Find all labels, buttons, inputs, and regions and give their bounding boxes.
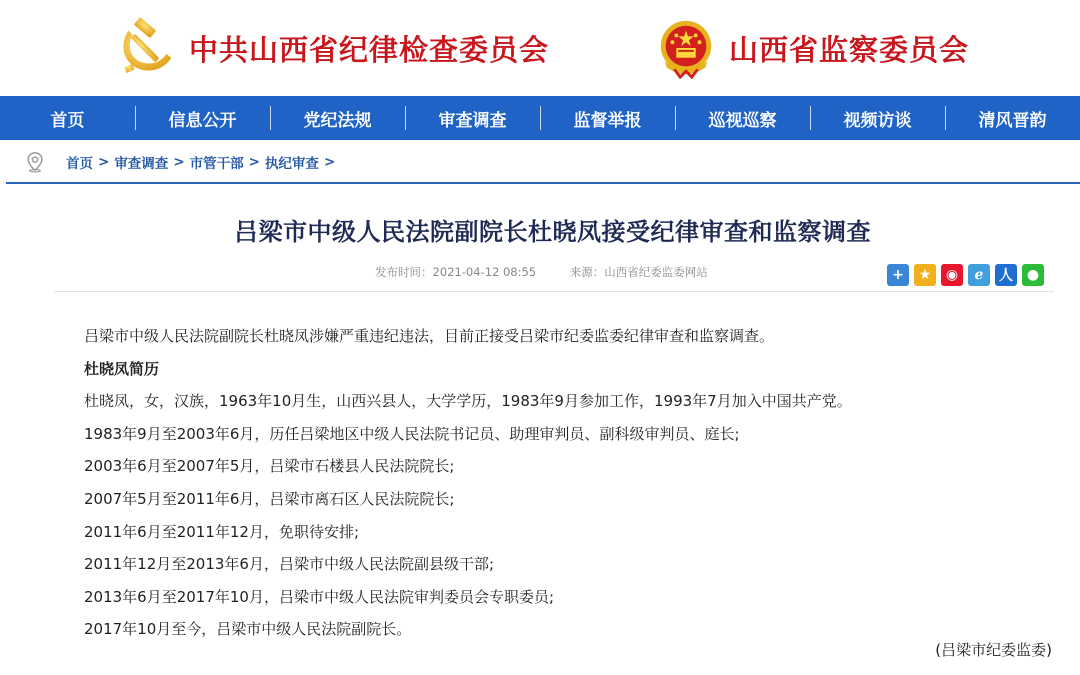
national-emblem-icon <box>655 17 717 79</box>
org1-title: 中共山西省纪律检查委员会 <box>189 32 550 67</box>
article-body <box>84 320 1064 646</box>
resume-item: 2013年6月至2017年10月，吕梁市中级人民法院审判委员会专职委员; <box>84 587 555 606</box>
nav-home[interactable]: 首页 <box>50 110 85 131</box>
renren-icon[interactable]: 人 <box>995 264 1017 286</box>
crumb-separator: > <box>323 154 336 170</box>
article-signature: (吕梁市纪委监委) <box>935 641 1052 659</box>
nav-inspection[interactable]: 巡视巡察 <box>675 96 810 140</box>
crumb-separator: > <box>98 154 110 170</box>
breadcrumb <box>24 148 340 176</box>
article-title: 吕梁市中级人民法院副院长杜晓凤接受纪律审查和监察调查 <box>234 218 871 246</box>
hammer-sickle-icon <box>115 17 177 79</box>
resume-item: 2011年6月至2011年12月，免职待安排; <box>84 522 360 541</box>
article-paragraph: 吕梁市中级人民法院副院长杜晓凤涉嫌严重违纪违法，目前正接受吕梁市纪委监委纪律审查和监察调查。 <box>84 327 775 345</box>
resume-item: 2017年10月至今，吕梁市中级人民法院副院长。 <box>84 620 412 639</box>
publish-time: 发布时间：2021-04-12 08:55 <box>375 265 537 279</box>
breadcrumb-divider <box>6 182 1080 184</box>
resume-heading: 杜晓凤简历 <box>84 359 160 378</box>
share-toolbar <box>887 264 1044 286</box>
org2-title: 山西省监察委员会 <box>729 32 970 67</box>
nav-review-investigation[interactable]: 审查调查 <box>405 96 540 140</box>
qzone-icon[interactable]: ★ <box>914 264 936 286</box>
party-commission-brand[interactable] <box>115 12 549 84</box>
article-meta <box>375 264 738 280</box>
resume-item: 2007年5月至2011年6月，吕梁市离石区人民法院院长; <box>84 489 455 508</box>
crumb-discipline-review[interactable]: 执纪审查 <box>264 156 319 172</box>
meta-divider <box>54 291 1054 292</box>
resume-item: 2011年12月至2013年6月，吕梁市中级人民法院副县级干部; <box>84 555 495 574</box>
nav-party-regulations[interactable]: 党纪法规 <box>270 96 405 140</box>
nav-supervision-report[interactable]: 监督举报 <box>540 96 675 140</box>
wechat-icon[interactable]: ● <box>1022 264 1044 286</box>
weibo-icon[interactable]: ◉ <box>941 264 963 286</box>
article-paragraph: 杜晓凤，女，汉族，1963年10月生，山西兴县人，大学学历，1983年9月参加工作，1993年7月加入中国共产党。 <box>84 392 852 411</box>
add-share-icon[interactable]: + <box>887 264 909 286</box>
crumb-separator: > <box>173 154 185 170</box>
supervision-commission-brand[interactable] <box>655 12 969 84</box>
nav-video-interview[interactable]: 视频访谈 <box>810 96 945 140</box>
crumb-review-investigation[interactable]: 审查调查 <box>114 156 169 172</box>
location-pin-icon <box>24 151 46 173</box>
crumb-city-cadres[interactable]: 市管干部 <box>189 156 244 172</box>
crumb-separator: > <box>248 154 260 170</box>
crumb-home[interactable]: 首页 <box>66 156 93 172</box>
nav-qingfeng[interactable]: 清风晋韵 <box>945 96 1080 140</box>
article-source: 来源：山西省纪委监委网站 <box>569 265 708 279</box>
resume-item: 1983年9月至2003年6月，历任吕梁地区中级人民法院书记员、助理审判员、副科级审判员、庭长; <box>84 424 740 443</box>
resume-item: 2003年6月至2007年5月，吕梁市石楼县人民法院院长; <box>84 457 455 476</box>
main-nav <box>0 96 1080 140</box>
tencent-weibo-icon[interactable]: ℯ <box>968 264 990 286</box>
nav-info-disclosure[interactable]: 信息公开 <box>135 96 270 140</box>
site-header <box>0 0 1080 96</box>
